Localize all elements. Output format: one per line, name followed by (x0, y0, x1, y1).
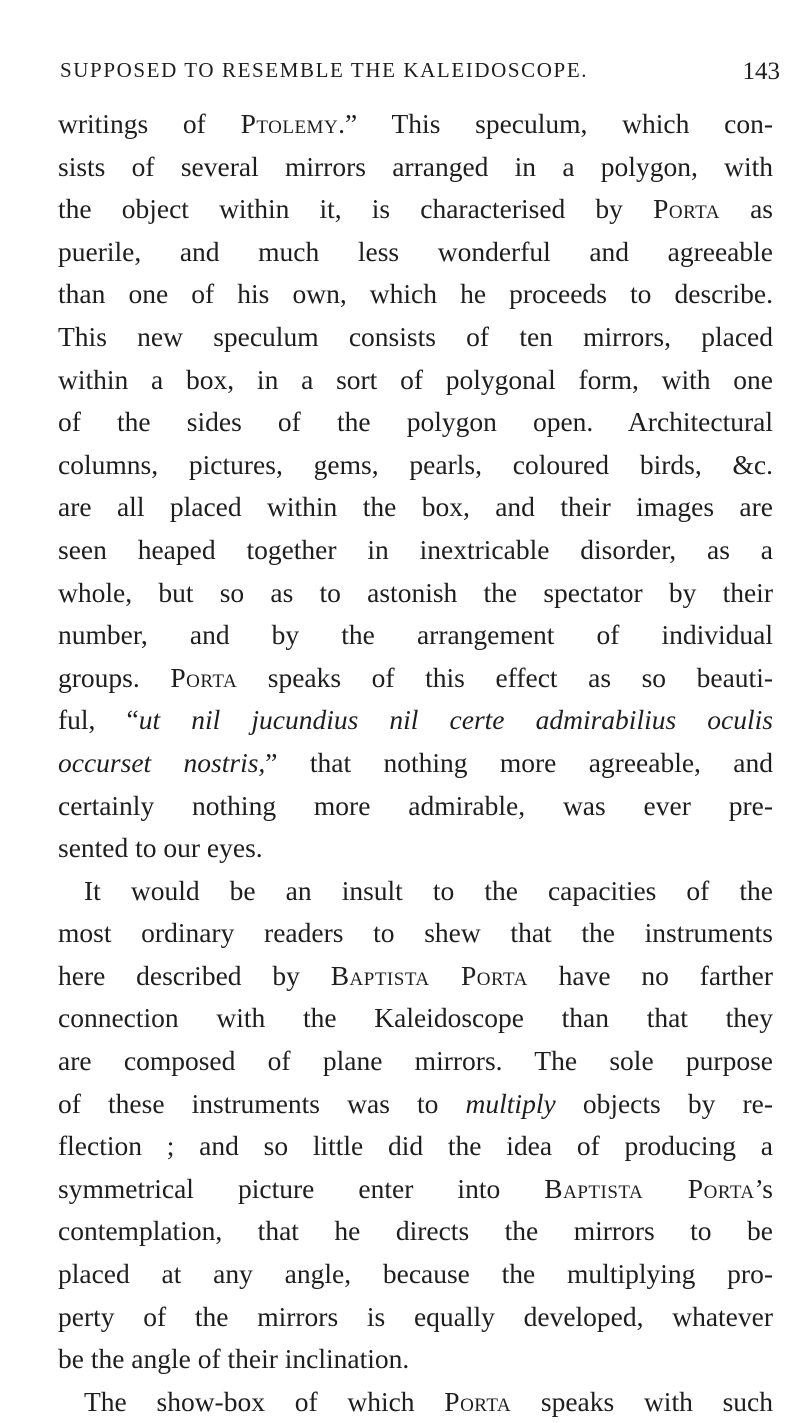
proper-name: Baptista Porta (330, 959, 528, 991)
text-segment: ” that nothing more agreeable, and (265, 746, 773, 778)
text-segment: sented to our eyes. (58, 832, 263, 864)
text-line (58, 955, 773, 998)
text-line (58, 657, 773, 700)
text-segment: The show-box of which (84, 1385, 445, 1417)
text-segment: writings of (58, 108, 241, 139)
text-segment: puerile, and much less wonderful and agreeable (58, 235, 773, 267)
text-line (58, 273, 773, 316)
text-segment: symmetrical picture enter into (58, 1172, 545, 1204)
text-line (58, 1210, 773, 1253)
text-segment: ful, “ (58, 704, 139, 736)
text-segment: contemplation, that he directs the mirrors to be (58, 1215, 773, 1247)
page-number: 143 (742, 58, 780, 85)
text-segment: speaks with such (511, 1385, 773, 1417)
text-line (58, 997, 773, 1040)
text-line (58, 572, 773, 615)
text-line (58, 1296, 773, 1339)
text-line (58, 614, 773, 657)
text-segment: It would be an insult to the capacities of the (84, 874, 773, 906)
text-segment: than one of his own, which he proceeds to describe. (58, 278, 773, 310)
text-segment: be the angle of their inclination. (58, 1343, 410, 1375)
text-line (58, 359, 773, 402)
text-segment: connection with the Kaleidoscope than that they (58, 1002, 773, 1034)
text-line (58, 1253, 773, 1296)
text-segment: seen heaped together in inextricable disorder, as a (58, 533, 773, 565)
text-line (58, 912, 773, 955)
running-title: SUPPOSED TO RESEMBLE THE KALEIDOSCOPE. (60, 58, 589, 82)
proper-name: Ptolemy (240, 108, 339, 139)
running-head (60, 58, 780, 88)
text-line (58, 870, 773, 913)
text-segment: sists of several mirrors arranged in a polygon, with (58, 150, 773, 182)
text-line (58, 188, 773, 231)
text-segment: This new speculum consists of ten mirrors, placed (58, 320, 773, 352)
text-line (58, 444, 773, 487)
text-line (58, 316, 773, 359)
text-line (58, 103, 773, 146)
text-segment: groups. (58, 661, 171, 693)
text-line (58, 1168, 773, 1211)
text-line (58, 785, 773, 828)
italic-text: ut nil jucundius nil certe admirabilius oculis (138, 704, 773, 736)
text-segment: ’s (754, 1172, 773, 1204)
text-segment: .” This speculum, which con- (338, 108, 773, 139)
text-segment: are all placed within the box, and their images are (58, 491, 773, 523)
text-line (58, 742, 773, 785)
text-segment: within a box, in a sort of polygonal form, with one (58, 363, 773, 395)
text-segment: of the sides of the polygon open. Architectural (58, 406, 773, 438)
text-line (58, 401, 773, 444)
text-segment: perty of the mirrors is equally developed, whatever (58, 1300, 773, 1332)
text-segment: speaks of this effect as so beauti- (237, 661, 773, 693)
text-segment: most ordinary readers to shew that the instruments (58, 917, 773, 949)
proper-name: Porta (653, 193, 720, 225)
text-segment: are composed of plane mirrors. The sole purpose (58, 1045, 773, 1077)
text-line (58, 486, 773, 529)
text-line (58, 1040, 773, 1083)
proper-name: Porta (170, 661, 238, 693)
text-segment: whole, but so as to astonish the spectator by their (58, 576, 773, 608)
text-line (58, 1338, 773, 1381)
text-segment: the object within it, is characterised by (58, 193, 654, 225)
text-line (58, 827, 773, 870)
text-line (58, 699, 773, 742)
italic-text: occurset nostris, (58, 746, 266, 778)
proper-name: Porta (444, 1385, 512, 1417)
text-line (58, 231, 773, 274)
text-segment: certainly nothing more admirable, was ever pre- (58, 789, 773, 821)
text-line (58, 1125, 773, 1168)
text-segment: have no farther (527, 959, 773, 991)
text-segment: placed at any angle, because the multiplying pro- (58, 1258, 773, 1290)
text-segment: flection ; and so little did the idea of producing a (58, 1130, 773, 1162)
body-text (58, 103, 773, 1423)
text-line (58, 529, 773, 572)
text-segment: objects by re- (555, 1087, 773, 1119)
text-segment: here described by (58, 959, 331, 991)
text-line (58, 1083, 773, 1126)
text-segment: as (719, 193, 773, 225)
text-line (58, 146, 773, 189)
text-segment: number, and by the arrangement of individual (58, 619, 773, 651)
text-line (58, 1381, 773, 1423)
text-segment: of these instruments was to (58, 1087, 466, 1119)
proper-name: Baptista Porta (544, 1172, 755, 1204)
text-segment: columns, pictures, gems, pearls, coloured birds, &c. (58, 448, 773, 480)
italic-text: multiply (465, 1087, 556, 1119)
